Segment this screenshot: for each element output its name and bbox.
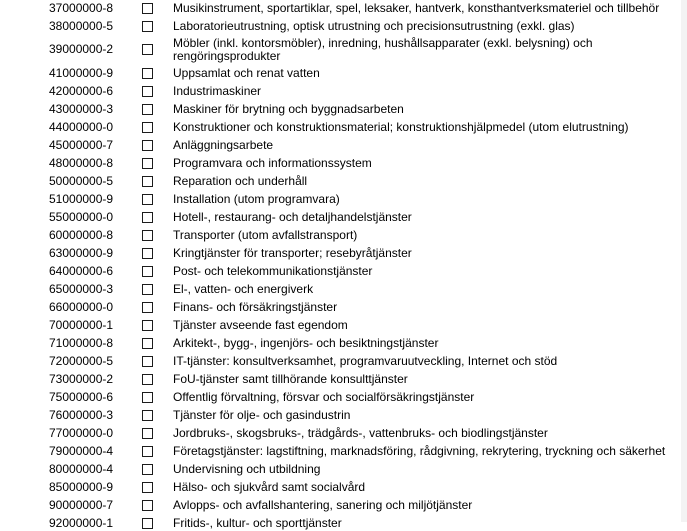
cpv-description: Hälso- och sjukvård samt socialvård <box>173 480 366 494</box>
cpv-checkbox[interactable] <box>142 356 153 367</box>
cpv-code: 39000000-2 <box>49 42 114 56</box>
cpv-description: Undervisning och utbildning <box>173 462 321 476</box>
cpv-code: 71000000-8 <box>49 336 114 350</box>
cpv-checkbox[interactable] <box>142 176 153 187</box>
cpv-code: 72000000-5 <box>49 354 114 368</box>
cpv-checkbox[interactable] <box>142 266 153 277</box>
cpv-description: Avlopps- och avfallshantering, sanering och miljötjänster <box>173 498 473 512</box>
cpv-checkbox[interactable] <box>142 68 153 79</box>
cpv-checkbox[interactable] <box>142 302 153 313</box>
cpv-code: 85000000-9 <box>49 480 114 494</box>
cpv-description: Transporter (utom avfallstransport) <box>173 228 358 242</box>
cpv-checkbox[interactable] <box>142 446 153 457</box>
cpv-checkbox[interactable] <box>142 338 153 349</box>
cpv-checkbox[interactable] <box>142 410 153 421</box>
cpv-description: Företagstjänster: lagstiftning, marknadsföring, rådgivning, rekrytering, tryckning och säkerhet <box>173 444 666 458</box>
cpv-code: 60000000-8 <box>49 228 114 242</box>
cpv-code: 38000000-5 <box>49 19 114 33</box>
cpv-checkbox[interactable] <box>142 21 153 32</box>
cpv-code: 77000000-0 <box>49 426 114 440</box>
cpv-description: Musikinstrument, sportartiklar, spel, leksaker, hantverk, konsthantverksmateriel och tillbehör <box>173 1 660 15</box>
cpv-code: 43000000-3 <box>49 102 114 116</box>
cpv-checkbox[interactable] <box>142 374 153 385</box>
cpv-checkbox[interactable] <box>142 122 153 133</box>
cpv-code: 75000000-6 <box>49 390 114 404</box>
cpv-description: Industrimaskiner <box>173 84 262 98</box>
cpv-code: 76000000-3 <box>49 408 114 422</box>
cpv-description: Kringtjänster för transporter; resebyråtjänster <box>173 246 412 260</box>
cpv-checkbox[interactable] <box>142 392 153 403</box>
cpv-checkbox[interactable] <box>142 284 153 295</box>
cpv-checkbox[interactable] <box>142 482 153 493</box>
cpv-description: El-, vatten- och energiverk <box>173 282 314 296</box>
cpv-checkbox[interactable] <box>142 518 153 529</box>
cpv-code: 70000000-1 <box>49 318 114 332</box>
cpv-description: FoU-tjänster samt tillhörande konsulttjänster <box>173 372 408 386</box>
cpv-code: 44000000-0 <box>49 120 114 134</box>
cpv-checkbox[interactable] <box>142 248 153 259</box>
cpv-code: 42000000-6 <box>49 84 114 98</box>
cpv-description: Tjänster för olje- och gasindustrin <box>173 408 351 422</box>
cpv-checkbox[interactable] <box>142 428 153 439</box>
cpv-checkbox[interactable] <box>142 104 153 115</box>
cpv-checkbox[interactable] <box>142 3 153 14</box>
cpv-description: Arkitekt-, bygg-, ingenjörs- och besiktningstjänster <box>173 336 439 350</box>
cpv-code: 80000000-4 <box>49 462 114 476</box>
cpv-code: 48000000-8 <box>49 156 114 170</box>
cpv-description: Jordbruks-, skogsbruks-, trädgårds-, vattenbruks- och biodlingstjänster <box>173 426 548 440</box>
cpv-checkbox[interactable] <box>142 158 153 169</box>
cpv-code: 73000000-2 <box>49 372 114 386</box>
cpv-description: Offentlig förvaltning, försvar och socialförsäkringstjänster <box>173 390 475 404</box>
cpv-description: Möbler (inkl. kontorsmöbler), inredning, hushållsapparater (exkl. belysning) och rengöringsprodukter <box>173 36 593 63</box>
cpv-description: Installation (utom programvara) <box>173 192 340 206</box>
cpv-checkbox[interactable] <box>142 44 153 55</box>
cpv-code: 66000000-0 <box>49 300 114 314</box>
cpv-code: 90000000-7 <box>49 498 114 512</box>
cpv-description: Finans- och försäkringstjänster <box>173 300 338 314</box>
cpv-description: IT-tjänster: konsultverksamhet, programvaruutveckling, Internet och stöd <box>173 354 558 368</box>
cpv-description: Programvara och informationssystem <box>173 156 372 170</box>
scrollbar-track[interactable] <box>681 0 687 522</box>
cpv-description: Tjänster avseende fast egendom <box>173 318 348 332</box>
cpv-code: 51000000-9 <box>49 192 114 206</box>
cpv-description: Laboratorieutrustning, optisk utrustning och precisionsutrustning (exkl. glas) <box>173 19 575 33</box>
cpv-description: Maskiner för brytning och byggnadsarbeten <box>173 102 404 116</box>
cpv-checkbox[interactable] <box>142 500 153 511</box>
cpv-checkbox[interactable] <box>142 464 153 475</box>
cpv-description: Konstruktioner och konstruktionsmaterial; konstruktionshjälpmedel (utom elutrustning) <box>173 120 629 134</box>
cpv-checkbox[interactable] <box>142 212 153 223</box>
cpv-code: 45000000-7 <box>49 138 114 152</box>
cpv-description: Anläggningsarbete <box>173 138 274 152</box>
cpv-code: 55000000-0 <box>49 210 114 224</box>
cpv-code: 41000000-9 <box>49 66 114 80</box>
cpv-description: Post- och telekommunikationstjänster <box>173 264 373 278</box>
cpv-code: 63000000-9 <box>49 246 114 260</box>
cpv-checkbox[interactable] <box>142 230 153 241</box>
cpv-code: 37000000-8 <box>49 1 114 15</box>
cpv-description: Reparation och underhåll <box>173 174 308 188</box>
cpv-checkbox[interactable] <box>142 86 153 97</box>
cpv-description: Fritids-, kultur- och sporttjänster <box>173 516 342 530</box>
cpv-checkbox[interactable] <box>142 194 153 205</box>
cpv-code: 50000000-5 <box>49 174 114 188</box>
cpv-code: 92000000-1 <box>49 516 114 530</box>
cpv-description: Uppsamlat och renat vatten <box>173 66 320 80</box>
cpv-description: Hotell-, restaurang- och detaljhandelstjänster <box>173 210 412 224</box>
cpv-code: 79000000-4 <box>49 444 114 458</box>
cpv-checkbox[interactable] <box>142 320 153 331</box>
cpv-code: 65000000-3 <box>49 282 114 296</box>
cpv-checkbox[interactable] <box>142 140 153 151</box>
cpv-code: 64000000-6 <box>49 264 114 278</box>
